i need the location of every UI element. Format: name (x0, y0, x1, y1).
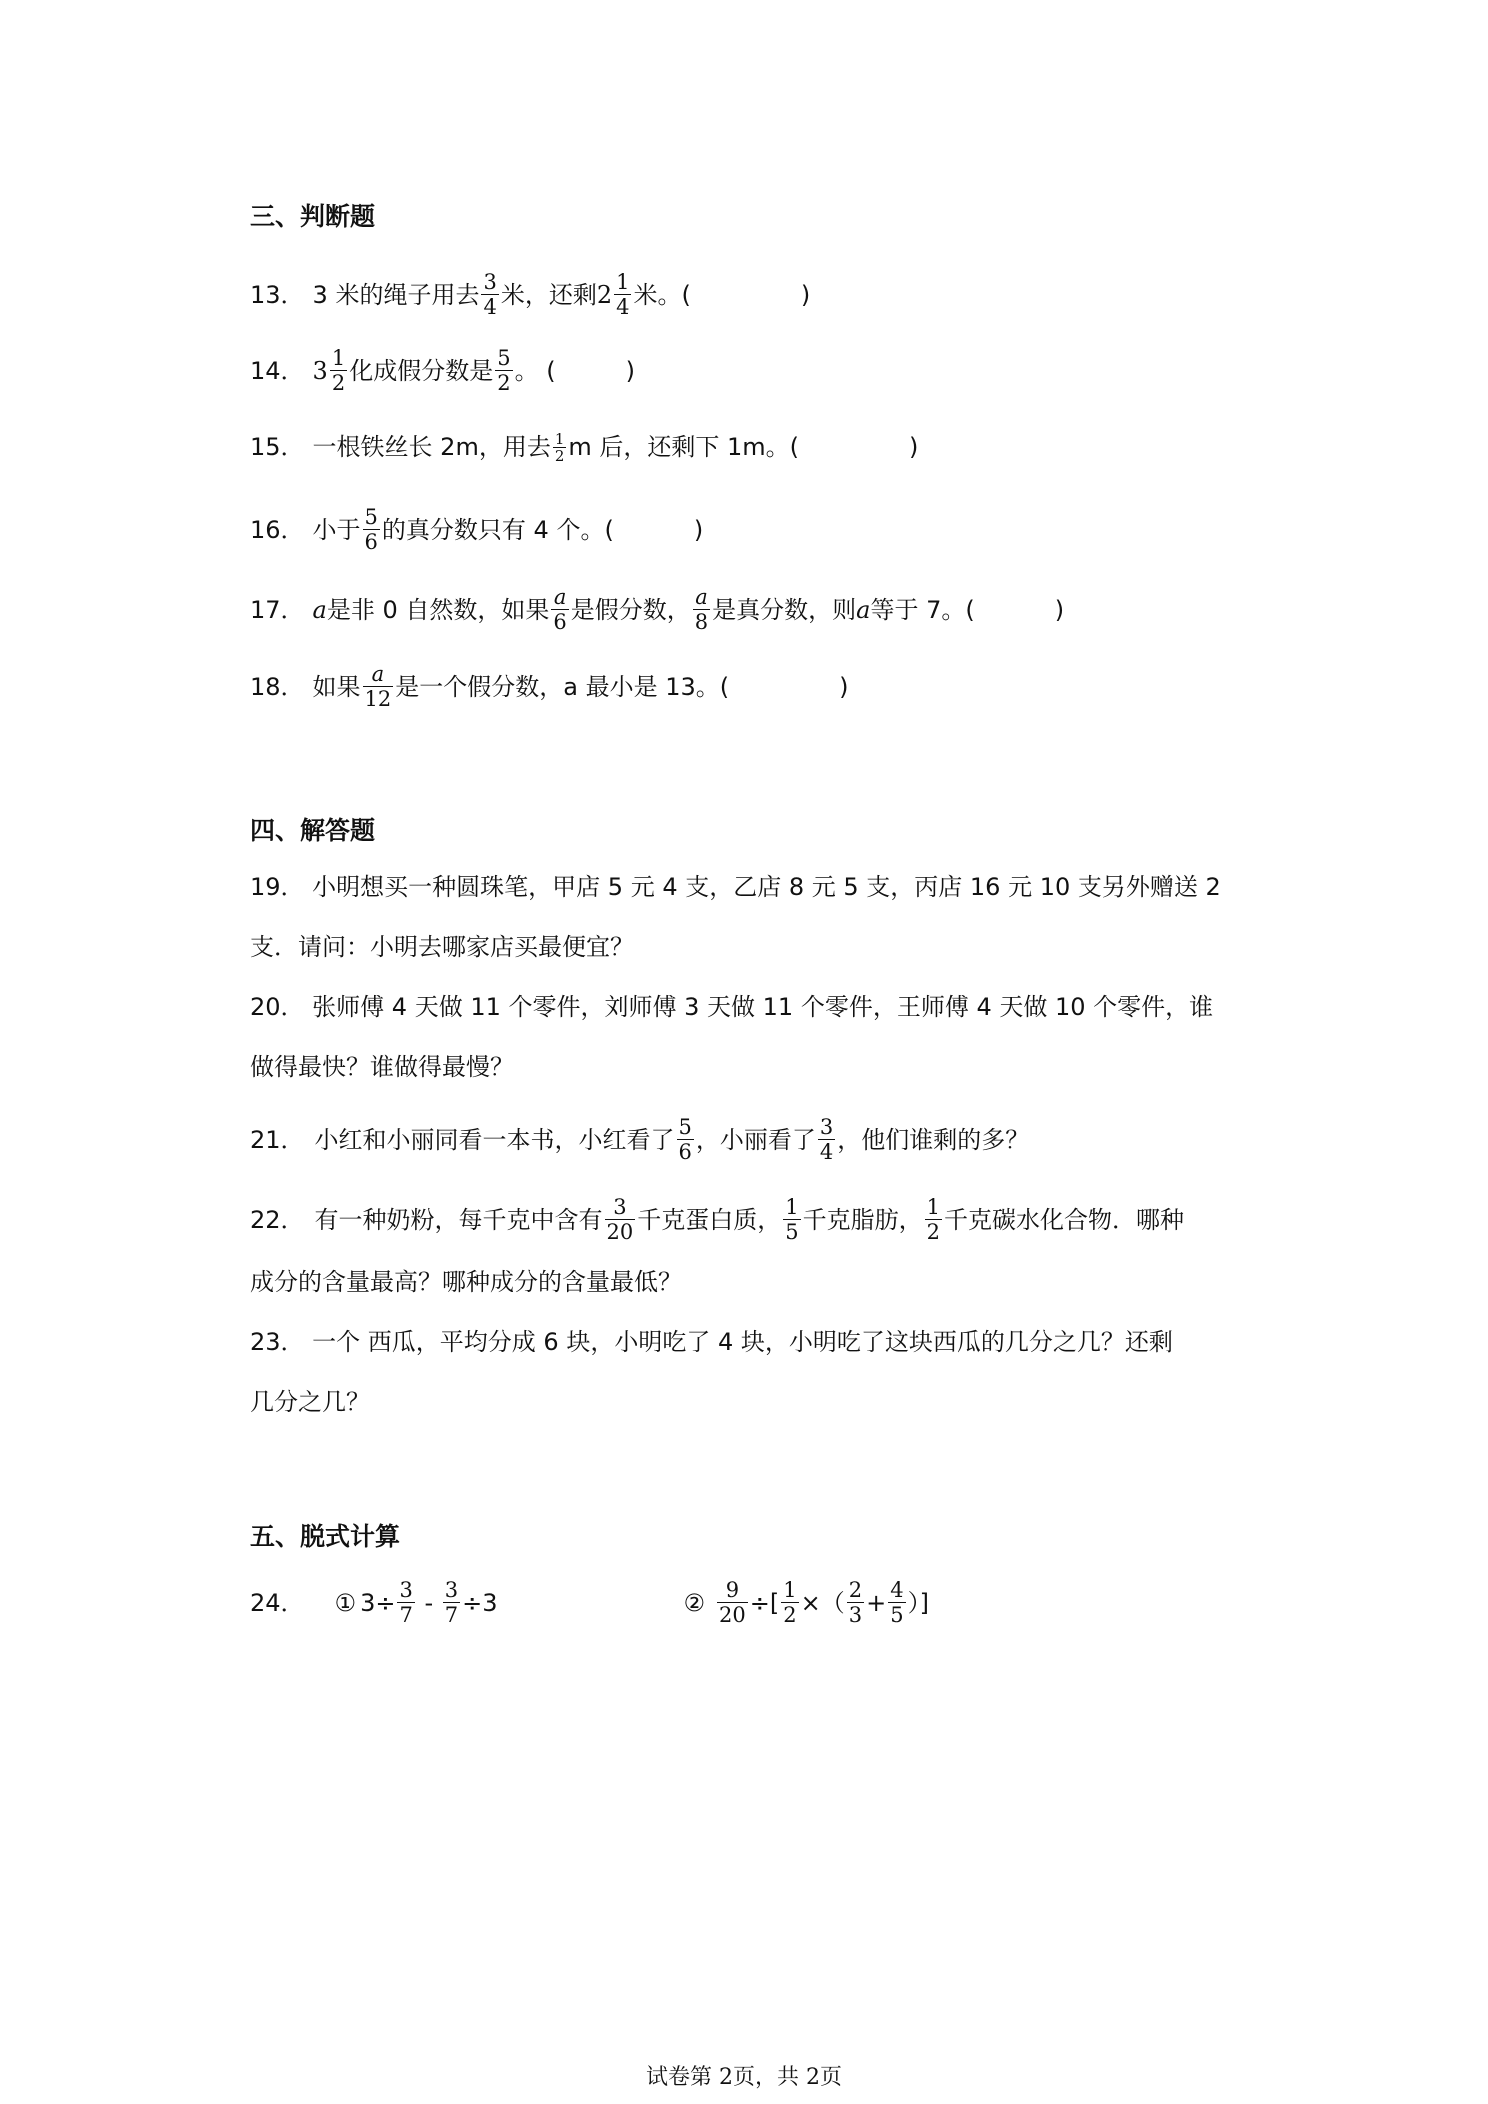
fraction: 1 2 (926, 1195, 941, 1244)
fraction: 2 3 (848, 1578, 863, 1627)
question-text: ，小丽看了 (695, 1125, 816, 1154)
question-text: 小于 (312, 515, 361, 544)
fraction: 1 2 (783, 1578, 797, 1627)
question-text: ) (1054, 595, 1065, 624)
question-16 (250, 505, 703, 554)
question-text: 米。( (633, 280, 691, 309)
expression-text: - (416, 1588, 441, 1617)
question-text: 千克脂肪， (802, 1205, 923, 1234)
fraction: 5 6 (678, 1115, 692, 1164)
question-text: 如果 (312, 672, 361, 701)
question-22-line1 (250, 1195, 1184, 1244)
part-2 (684, 1578, 929, 1627)
question-15 (250, 430, 918, 464)
question-text: 是非 0 自然数，如果 (326, 595, 550, 624)
fraction: a 12 (364, 662, 392, 711)
fraction: 1 5 (785, 1195, 799, 1244)
question-20-line2: 做得最快？谁做得最慢？ (250, 1053, 514, 1081)
question-text: ，他们谁剩的多？ (837, 1125, 1030, 1154)
expression-text: 3÷ (360, 1588, 396, 1617)
question-21 (250, 1115, 1029, 1164)
question-number: 24． (250, 1588, 305, 1617)
question-text: 的真分数只有 4 个。( (381, 515, 614, 544)
question-text: 一根铁丝长 2m，用去 (312, 433, 551, 461)
fraction: 5 6 (364, 505, 378, 554)
fraction: 1 2 (554, 429, 565, 465)
mixed-whole: 3 (312, 356, 328, 385)
question-23-line1: 23． 一个 西瓜，平均分成 6 块，小明吃了 4 块，小明吃了这块西瓜的几分之几？还剩 (250, 1328, 1173, 1356)
question-number: 15． (250, 433, 305, 461)
expression-text: ÷3 (462, 1588, 498, 1617)
question-text: ) (839, 672, 849, 701)
question-text: 是假分数， (570, 595, 691, 624)
question-text: 。 ( (514, 356, 556, 385)
expression-text: + (866, 1588, 887, 1617)
variable: a (312, 595, 327, 624)
question-text: 米，还剩 (500, 280, 597, 309)
question-number: 13． (250, 280, 305, 309)
question-24 (250, 1578, 929, 1627)
question-17 (250, 585, 1064, 634)
fraction: 9 20 (719, 1578, 746, 1627)
question-19-line1: 19． 小明想买一种圆珠笔，甲店 5 元 4 支，乙店 8 元 5 支，丙店 16 元 10 支另外赠送 2 (250, 873, 1221, 901)
question-number: 16． (250, 515, 305, 544)
question-text: ) (625, 356, 635, 385)
question-text: ) (909, 433, 919, 461)
page-footer: 试卷第 2页，共 2页 (646, 2065, 842, 2090)
expression-text: ×（ (800, 1588, 845, 1617)
question-text: m 后，还剩下 1m。( (568, 433, 800, 461)
expression-text: ）] (907, 1588, 929, 1617)
expression-text: ÷[ (749, 1588, 780, 1617)
part-label: ① (334, 1588, 357, 1617)
fraction: 1 4 (616, 270, 630, 319)
question-14 (250, 346, 635, 395)
fraction: 3 20 (606, 1195, 634, 1244)
part-1 (335, 1578, 498, 1627)
question-number: 21． (250, 1125, 305, 1154)
fraction: 1 2 (331, 346, 346, 395)
question-18 (250, 662, 849, 711)
fraction: 4 5 (890, 1578, 904, 1627)
fraction: 3 4 (819, 1115, 834, 1164)
question-number: 17． (250, 595, 305, 624)
question-text: 千克蛋白质， (637, 1205, 782, 1234)
section-heading-answer: 四、解答题 (250, 816, 376, 845)
question-text: 等于 7。( (870, 595, 975, 624)
fraction: a 8 (694, 585, 709, 634)
fraction: 3 7 (444, 1578, 459, 1627)
question-text: ) (693, 515, 704, 544)
section-heading-calculation: 五、脱式计算 (250, 1522, 401, 1551)
fraction: 5 2 (497, 346, 511, 395)
fraction: 3 4 (483, 270, 497, 319)
question-text: 小红和小丽同看一本书，小红看了 (314, 1125, 675, 1154)
question-text: ) (800, 280, 811, 309)
question-text: 有一种奶粉，每千克中含有 (314, 1205, 603, 1234)
question-19-line2: 支．请问：小明去哪家店买最便宜？ (250, 933, 634, 961)
fraction: 3 7 (399, 1578, 413, 1627)
variable: a (856, 595, 871, 624)
part-label: ② (683, 1588, 706, 1617)
question-text: 是一个假分数，a 最小是 13。( (395, 672, 730, 701)
question-22-line2: 成分的含量最高？哪种成分的含量最低？ (250, 1268, 682, 1296)
question-text: 千克碳水化合物．哪种 (944, 1205, 1185, 1234)
question-number: 14． (250, 356, 305, 385)
mixed-whole: 2 (596, 280, 613, 309)
section-heading-judgment: 三、判断题 (250, 202, 376, 231)
question-text: 化成假分数是 (349, 356, 494, 385)
question-text: 3 米的绳子用去 (312, 280, 480, 309)
question-20-line1: 20． 张师傅 4 天做 11 个零件，刘师傅 3 天做 11 个零件，王师傅 4 天做 10 个零件，谁 (250, 993, 1214, 1021)
fraction: a 6 (553, 585, 567, 634)
question-number: 18． (250, 672, 305, 701)
question-13 (250, 270, 810, 319)
question-text: 是真分数，则 (712, 595, 857, 624)
question-number: 22． (250, 1205, 305, 1234)
question-23-line2: 几分之几？ (250, 1388, 370, 1416)
